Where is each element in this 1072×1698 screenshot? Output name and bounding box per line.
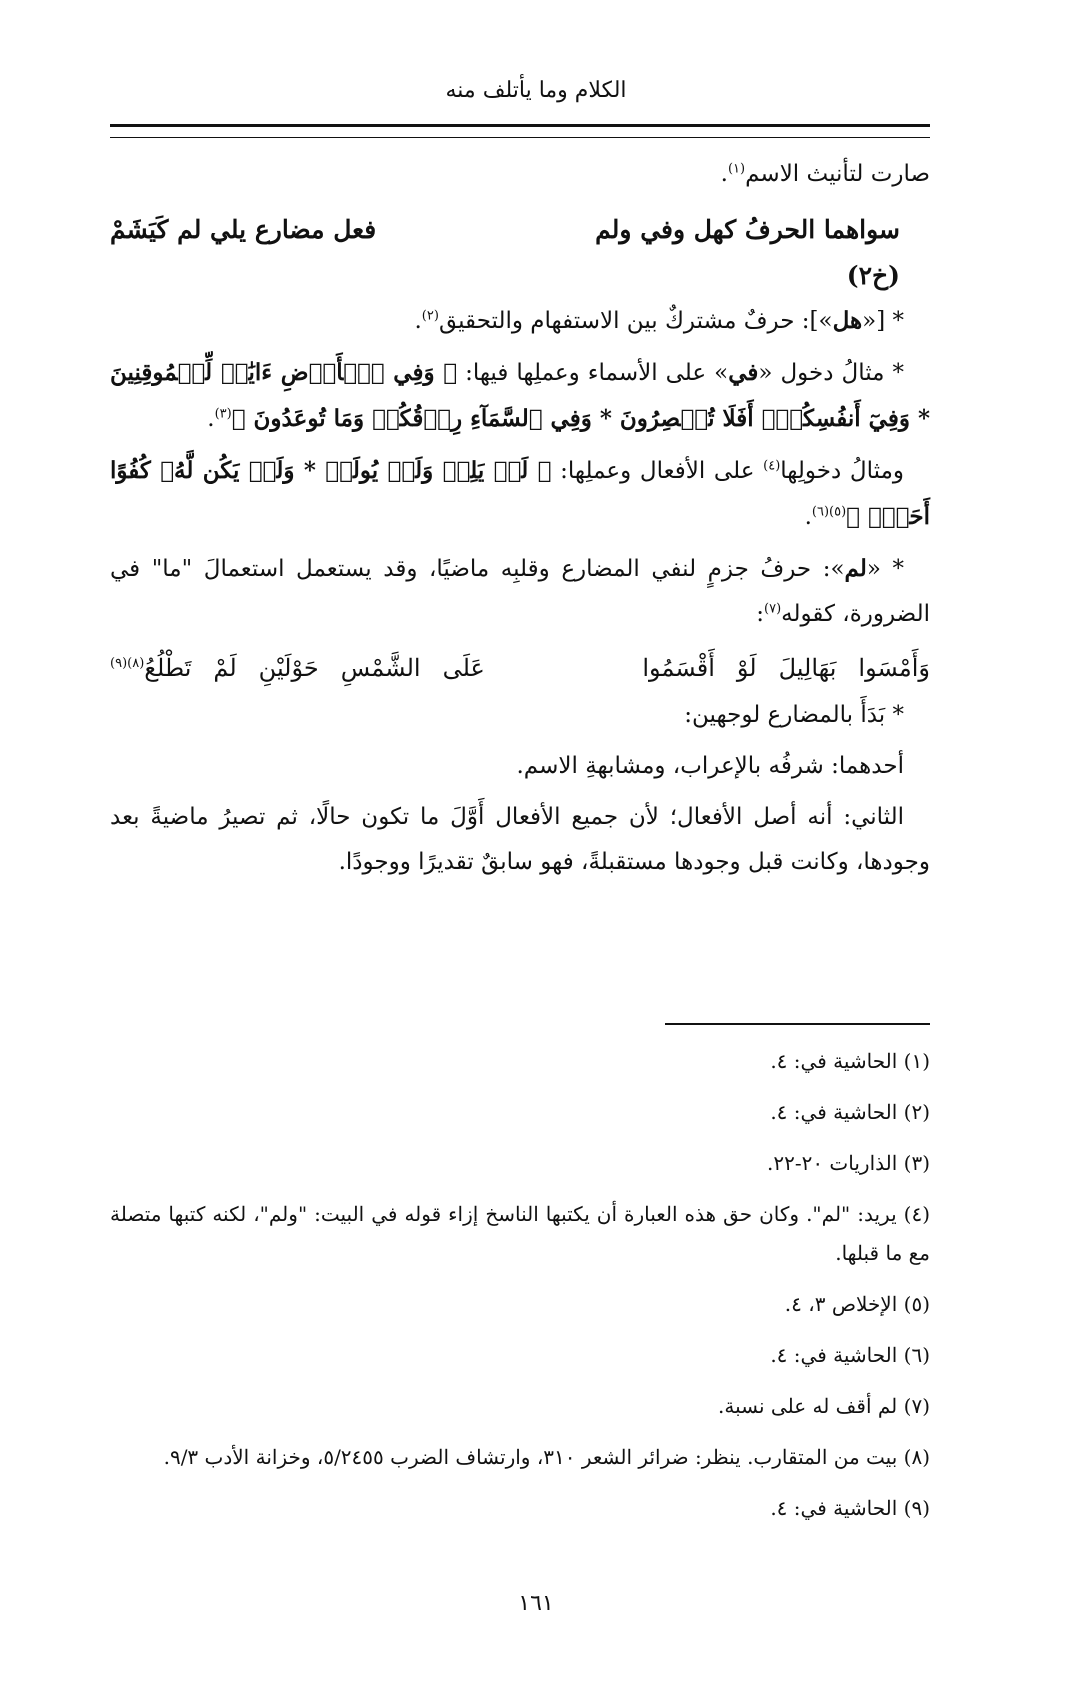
footnote-ref[interactable]: (٣)	[214, 406, 232, 422]
poem-second-hemistich: عَلَى الشَّمْسِ حَوْلَيْنِ لَمْ تَطْلُعُ$^{(٨)(٩)}$	[110, 654, 485, 682]
footnote-ref[interactable]: (٨)(٩)	[110, 656, 145, 671]
paragraph-lam-verbs: ومثالُ دخولِها$^{(٤)}$ على الأفعال وعملِها: ﴿ لَمۡ يَلِدۡ وَلَمۡ يُولَدۡ * وَلَمۡ يَكُن لَّهُۥ كُفُوًا أَحَدُۢ ﴾$^{(٥)(٦)}$.	[110, 457, 930, 530]
footnote-item: (٣) الذاريات ٢٠-٢٢.	[766, 1151, 930, 1175]
paragraph-bada: * بَدَأَ بالمضارع لوجهين:	[684, 702, 904, 728]
footnote-ref[interactable]: (٥)(٦)	[811, 504, 847, 520]
paragraph-lam: * «لم»: حرفُ جزمٍ لنفي المضارع وقلبِه ماضيًا، وقد يستعمل استعمالَ "ما" في الضرورة، كقوله$^{(٧)}$:	[110, 555, 930, 627]
footnote-ref[interactable]: (٤)	[763, 458, 781, 474]
footnote-item: (١) الحاشية في: ٤.	[770, 1049, 930, 1073]
page-number: ١٦١	[518, 1591, 554, 1616]
poem-first-hemistich: وَأَمْسَوا بَهَالِيلَ لَوْ أَقْسَمُوا	[642, 654, 930, 682]
term-hal: هل	[832, 307, 863, 334]
footnote-item: (٢) الحاشية في: ٤.	[770, 1100, 930, 1124]
footnote-item: (٥) الإخلاص ٣، ٤.	[784, 1292, 930, 1316]
verse-second-hemistich: فعل مضارع يلي لم كَيَشَمْ	[110, 215, 377, 244]
footnote-item: (٩) الحاشية في: ٤.	[770, 1496, 930, 1520]
term-lam: لم	[844, 555, 867, 582]
paragraph-fi: * مثالُ دخول «في» على الأسماء وعملِها فيها: ﴿ وَفِي ٱلۡأَرۡضِ ءَايَٰتٞ لِّلۡمُوقِنِينَ * وَفِيٓ أَنفُسِكُمۡۚ أَفَلَا تُبۡصِرُونَ * وَفِي ٱلسَّمَآءِ رِزۡقُكُمۡ وَمَا تُوعَدُونَ ﴾$^{(٣)}$.	[110, 359, 930, 432]
footnote-item: (٨) بيت من المتقارب. ينظر: ضرائر الشعر ٣١٠، وارتشاف الضرب ٥/٢٤٥٥، وخزانة الأدب ٩/٣.	[163, 1445, 930, 1469]
header-rule-thick	[110, 124, 930, 127]
header-rule-thin	[110, 137, 930, 138]
term-fi: في	[728, 359, 759, 386]
footnote-item: (٤) يريد: "لم". وكان حق هذه العبارة أن يكتبها الناسخ إزاء قوله في البيت: "ولم"، لكنه كتبها متصلة مع ما قبلها.	[110, 1202, 930, 1265]
paragraph-hal: * [«هل»]: حرفٌ مشتركٌ بين الاستفهام والتحقيق$^{(٢)}$.	[414, 307, 904, 334]
alfiyya-verse	[110, 207, 930, 253]
footnote-ref[interactable]: (١)	[727, 161, 746, 177]
footnotes	[110, 1042, 930, 1540]
verse-first-hemistich: سواهما الحرفُ كهل وفي ولم	[595, 215, 900, 244]
verse-tag: (خ٢)	[846, 261, 900, 290]
footnote-item: (٧) لم أقف له على نسبة.	[718, 1394, 930, 1418]
footnote-ref[interactable]: (٢)	[421, 308, 439, 324]
footnote-ref[interactable]: (٧)	[764, 601, 782, 617]
footnote-item: (٦) الحاشية في: ٤.	[770, 1343, 930, 1367]
poem-line	[110, 643, 930, 693]
main-text	[110, 152, 930, 891]
paragraph-first-reason: أحدهما: شرفُه بالإعراب، ومشابهةِ الاسم.	[516, 753, 904, 779]
paragraph-intro: صارت لتأنيث الاسم$^{(١)}$.	[720, 161, 930, 187]
paragraph-second-reason: الثاني: أنه أصل الأفعال؛ لأن جميع الأفعال أَوَّلَ ما تكون حالًا، ثم تصيرُ ماضيةً بعد وجودها، وكانت قبل وجودها مستقبلةً، فهو سابقٌ تقديرًا ووجودًا.	[110, 804, 930, 875]
quran-quote: ﴿ وَفِي ٱلۡأَرۡضِ ءَايَٰتٞ لِّلۡمُوقِنِينَ * وَفِيٓ أَنفُسِكُمۡۚ أَفَلَا تُبۡصِرُونَ * وَفِي ٱلسَّمَآءِ رِزۡقُكُمۡ وَمَا تُوعَدُونَ ﴾	[110, 359, 930, 432]
footnote-separator	[665, 1023, 930, 1025]
running-header: الكلام وما يأتلف منه	[445, 78, 627, 103]
quran-quote: ﴿ لَمۡ يَلِدۡ وَلَمۡ يُولَدۡ * وَلَمۡ يَكُن لَّهُۥ كُفُوًا أَحَدُۢ ﴾	[110, 457, 930, 530]
